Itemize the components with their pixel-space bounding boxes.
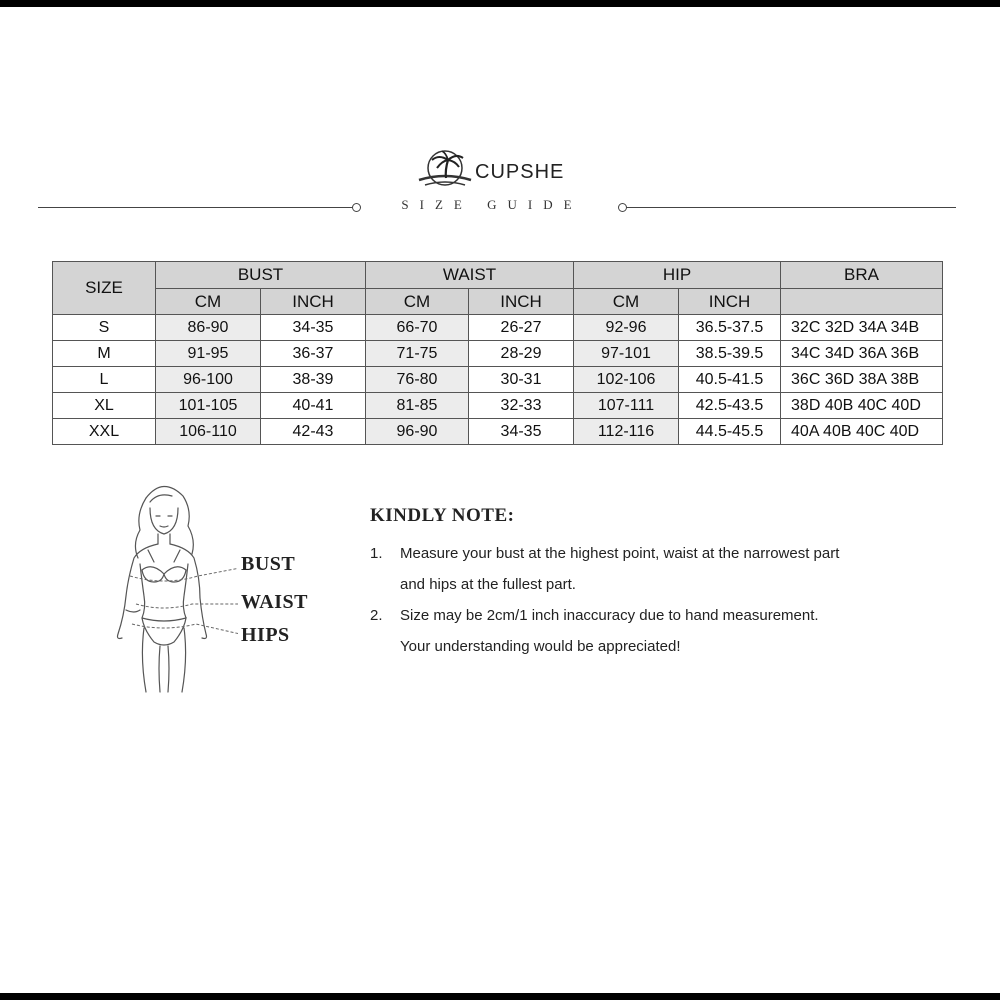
cell-size: S [53,315,156,341]
figure-label-hips: HIPS [241,624,290,646]
cell-waist-inch: 28-29 [469,341,574,367]
note-item [370,538,950,600]
cell-waist-inch: 32-33 [469,393,574,419]
size-table [52,261,943,445]
table-row [53,393,943,419]
note-number: 2. [370,607,383,624]
table-row [53,341,943,367]
note-line: Your understanding would be appreciated! [400,638,681,655]
cell-size: XL [53,393,156,419]
cell-size: M [53,341,156,367]
cell-waist-inch: 26-27 [469,315,574,341]
note-line: Measure your bust at the highest point, waist at the narrowest part [400,545,840,562]
cell-bust-inch: 36-37 [261,341,366,367]
cell-size: XXL [53,419,156,445]
cell-bra: 38D 40B 40C 40D [781,393,943,419]
header-bust-cm: CM [156,289,261,315]
header-size: SIZE [53,262,156,315]
cell-bra: 34C 34D 36A 36B [781,341,943,367]
header-hip-cm: CM [574,289,679,315]
cell-bust-cm: 106-110 [156,419,261,445]
cell-bra: 40A 40B 40C 40D [781,419,943,445]
figure-label-waist: WAIST [241,591,308,613]
divider-line-left [38,207,353,208]
cell-waist-cm: 96-90 [366,419,469,445]
header-hip-inch: INCH [679,289,781,315]
header-bra-blank [781,289,943,315]
bottom-border [0,993,1000,1000]
note-line: and hips at the fullest part. [400,576,576,593]
cell-hip-inch: 36.5-37.5 [679,315,781,341]
cell-waist-cm: 71-75 [366,341,469,367]
cell-hip-cm: 112-116 [574,419,679,445]
cell-hip-cm: 92-96 [574,315,679,341]
cell-bust-inch: 42-43 [261,419,366,445]
cell-bust-cm: 86-90 [156,315,261,341]
cell-waist-cm: 81-85 [366,393,469,419]
note-item [370,600,950,662]
cell-bust-cm: 91-95 [156,341,261,367]
cell-bust-inch: 34-35 [261,315,366,341]
cell-bust-inch: 38-39 [261,367,366,393]
cell-hip-inch: 40.5-41.5 [679,367,781,393]
cell-bust-inch: 40-41 [261,393,366,419]
note-list [370,538,950,662]
cell-hip-inch: 38.5-39.5 [679,341,781,367]
table-row [53,419,943,445]
figure-label-bust: BUST [241,553,296,575]
cell-hip-inch: 44.5-45.5 [679,419,781,445]
cell-size: L [53,367,156,393]
divider-dot-left [352,203,361,212]
table-row [53,315,943,341]
cell-waist-cm: 76-80 [366,367,469,393]
divider-line-right [626,207,956,208]
body-measurement-illustration [88,478,238,698]
cell-bust-cm: 96-100 [156,367,261,393]
note-line: Size may be 2cm/1 inch inaccuracy due to hand measurement. [400,607,819,624]
cell-bra: 36C 36D 38A 38B [781,367,943,393]
cell-waist-cm: 66-70 [366,315,469,341]
brand [415,148,575,192]
note-title: KINDLY NOTE: [370,505,515,526]
cell-hip-cm: 107-111 [574,393,679,419]
palm-tree-island-icon [415,148,473,190]
size-guide-title: SIZE GUIDE [401,197,583,212]
cell-hip-cm: 102-106 [574,367,679,393]
cell-hip-cm: 97-101 [574,341,679,367]
header-waist-cm: CM [366,289,469,315]
cell-waist-inch: 30-31 [469,367,574,393]
header-bust-inch: INCH [261,289,366,315]
top-border [0,0,1000,7]
table-row [53,367,943,393]
header-waist: WAIST [366,262,574,289]
note-number: 1. [370,545,383,562]
header-waist-inch: INCH [469,289,574,315]
brand-name: CUPSHE [475,161,565,183]
header-hip: HIP [574,262,781,289]
header-bra: BRA [781,262,943,289]
cell-bust-cm: 101-105 [156,393,261,419]
cell-bra: 32C 32D 34A 34B [781,315,943,341]
header-bust: BUST [156,262,366,289]
cell-hip-inch: 42.5-43.5 [679,393,781,419]
cell-waist-inch: 34-35 [469,419,574,445]
